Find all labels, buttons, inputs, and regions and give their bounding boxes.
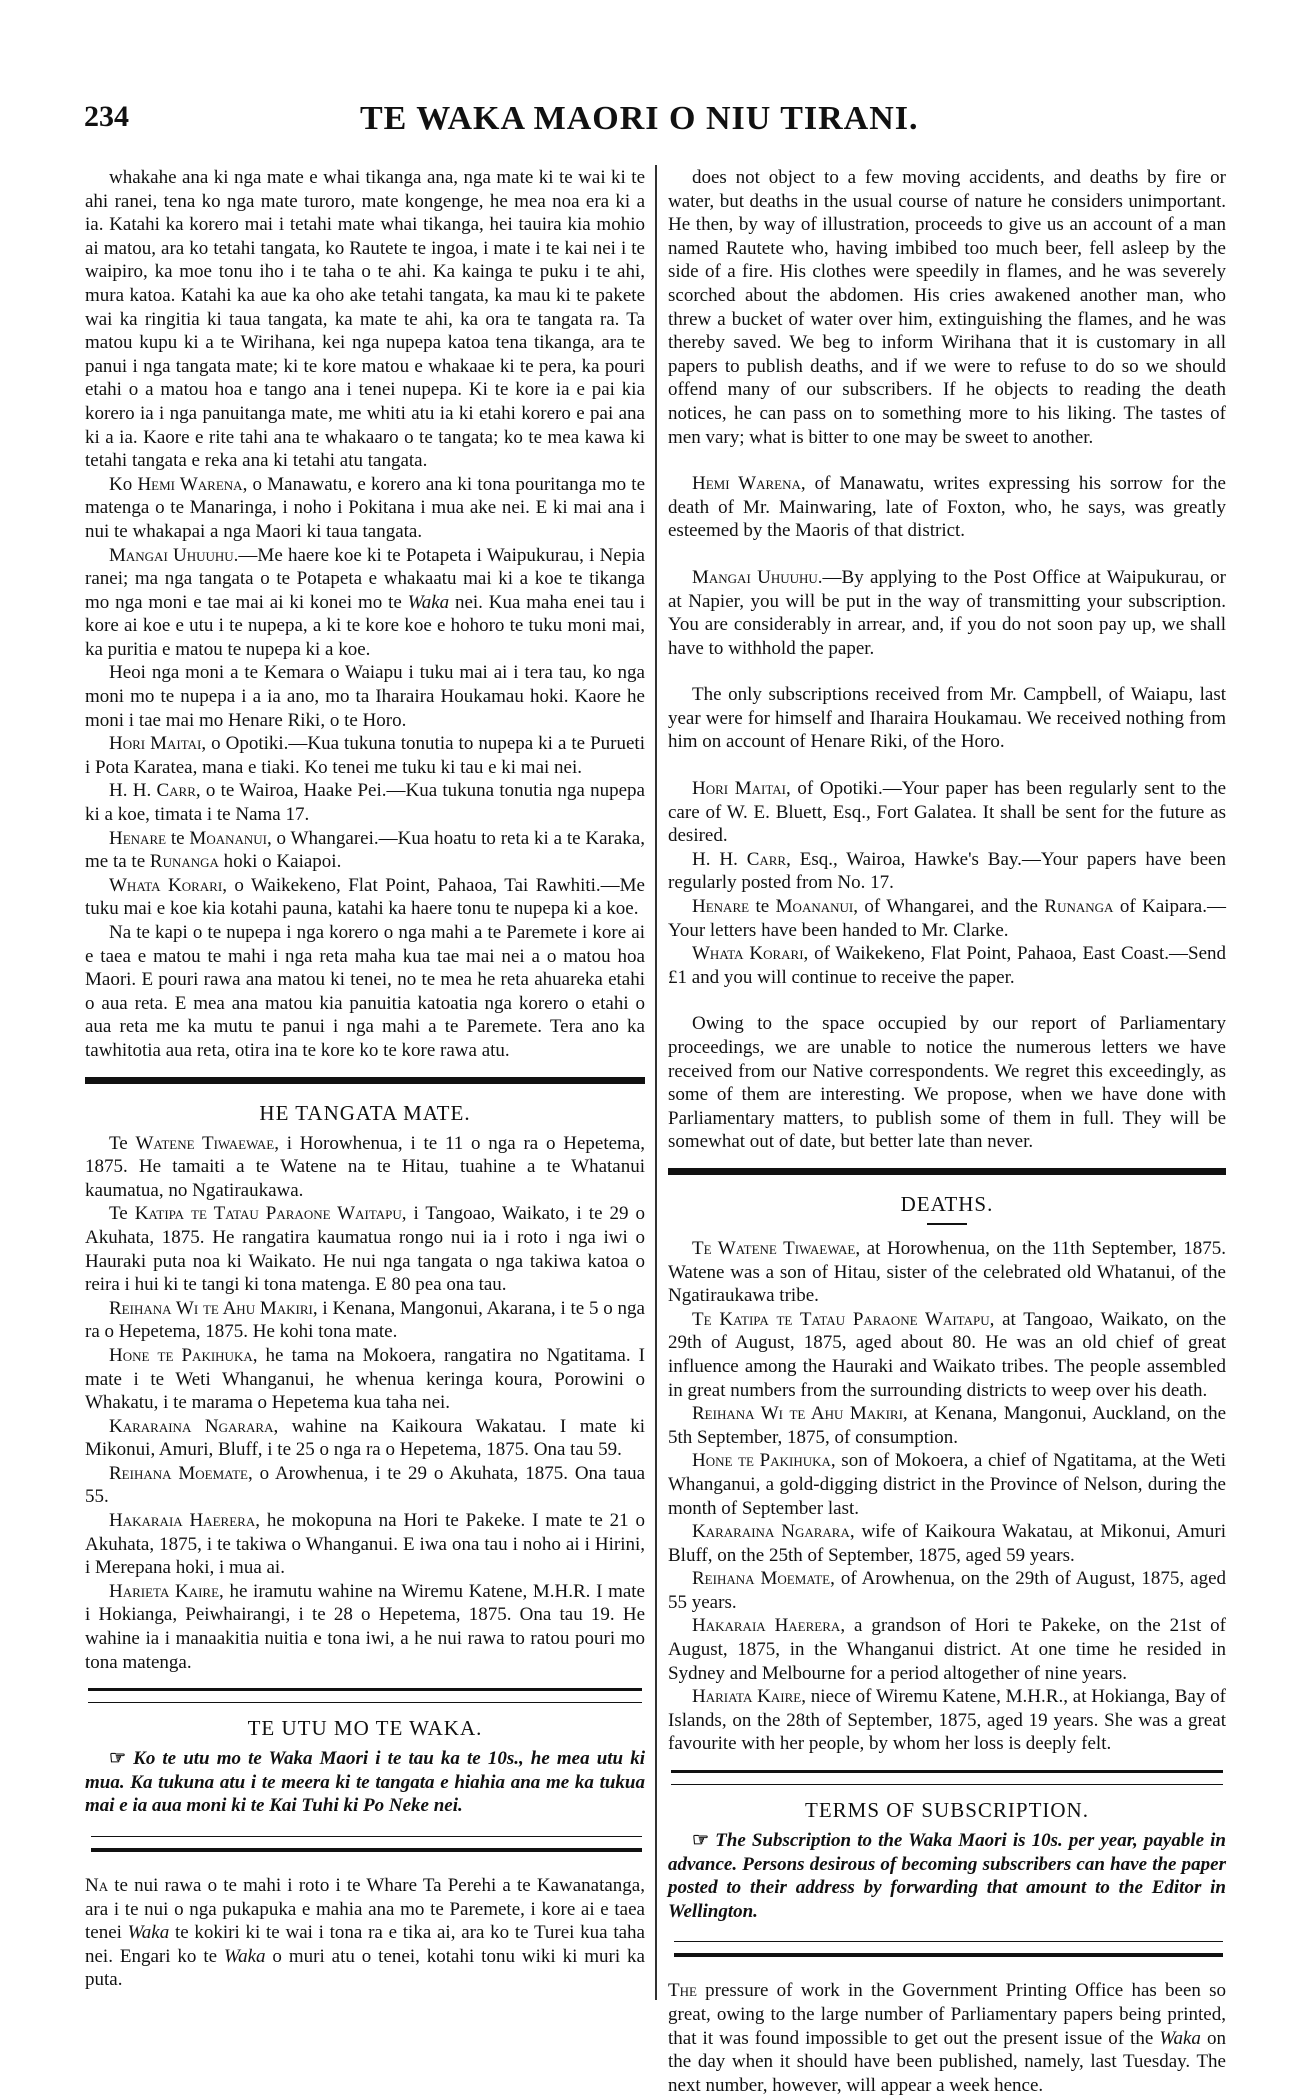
text-run: , Esq., Wairoa, Hawke's Bay.—Your papers have been regularly posted from No. 17. xyxy=(668,848,1226,894)
printing-delay-notice-english xyxy=(668,1979,1226,2097)
section-rule xyxy=(85,1077,645,1084)
page-number: 234 xyxy=(84,100,129,133)
name-small-caps: The xyxy=(668,1980,697,2002)
name-small-caps: Hemi Warena xyxy=(692,473,801,495)
text-run: does not object to a few moving accidents, and deaths by fire or water, but deaths in the usual course of nature he considers unimportant. He then, by way of illustration, proceeds to give us an account of a man named Rautete who, having imbibed too much beer, fell asleep by the side of a fire. His clothes were speedily in flames, and he was severely scorched about the abdomen. His cries awakened another man, who threw a bucket of water over him, extinguishing the flames, and he was thereby saved. We beg to inform Wirihana that it is customary in all papers to publish deaths, and if we were to refuse to do so we should offend many of our subscribers. If he objects to reading the death notices, he can pass on to something more to his liking. The tastes of men vary; what is bitter to one may be sweet to another. xyxy=(668,167,1226,448)
text-run: , o Manawatu, e korero ana ki tona pouritanga mo te matenga o te Manaringa, i noho i Pokitana i mua ake nei. E ki mai ana i nui te whakapai a nga Maori ki taua tangata. xyxy=(85,473,645,542)
paragraph xyxy=(85,1344,645,1415)
text-run: , of Opotiki.—Your paper has been regularly sent to the care of W. E. Bluett, Esq., Fort Galatea. It shall be sent for the future as desired. xyxy=(668,778,1226,847)
name-small-caps: Henare xyxy=(692,896,750,918)
name-small-caps: Whata Korari xyxy=(109,874,223,896)
paragraph xyxy=(85,1874,645,1992)
paragraph xyxy=(85,1509,645,1580)
text-run: , of Whangarei, and the xyxy=(853,896,1045,918)
text-run: te xyxy=(166,827,190,849)
text-run: , i Horowhenua, i te 11 o nga ra o Hepetema, 1875. He tamaiti a te Watene na te Hitau, tuahine a te Whatanui kaumatua, no Ngatiraukawa. xyxy=(85,1132,646,1201)
name-small-caps: Carr xyxy=(746,848,787,870)
text-run: Te xyxy=(109,1203,135,1225)
paragraph xyxy=(85,874,645,921)
paragraph xyxy=(668,1685,1226,1756)
column-divider xyxy=(655,165,657,2000)
text-run: , o Waikekeno, Flat Point, Pahaoa, Tai Rawhiti.—Me tuku mai e koe kia kotahi pauna, katahi ka haere tonu te nupepa ki a koe. xyxy=(85,874,645,920)
paragraph xyxy=(668,1012,1226,1154)
name-small-caps: Harieta Kaire xyxy=(109,1580,220,1602)
text-run: Na te kapi o te nupepa i nga korero o nga mahi a te Paremete i kore ai e taea e matou te mahi i nga reta maha kua tae mai nei a o matou hoa Maori. E pouri rawa ana matou ki tenei, no te mea he reta ahuareka etahi o aua reta. E mea ana matou kia panuitia katoatia nga korero o etahi o aua reta me ka mutu te panui i nga mahi a te Paremete. Tera ano ka tawhitotia aua reta, otira ina te kore ko te kore rawa atu. xyxy=(85,922,645,1061)
paragraph xyxy=(85,1747,645,1818)
subscription-terms-maori xyxy=(85,1747,645,1818)
name-small-caps: Te Katipa te Tatau Paraone Waitapu xyxy=(692,1308,990,1330)
name-small-caps: Hakaraia Haerera xyxy=(109,1510,256,1532)
paragraph xyxy=(85,1297,645,1344)
he-tangata-mate-section xyxy=(85,1100,645,1675)
spacer xyxy=(668,754,1226,777)
name-small-caps: Hakaraia Haerera xyxy=(692,1615,841,1637)
text-run: .—By applying to the Post Office at Waipukurau, or at Napier, you will be put in the way of transmitting your subscription. You are considerably in arrear, and, if you do not soon pay up, we shall have to withhold the paper. xyxy=(668,566,1226,659)
name-small-caps: Hone te Pakihuka xyxy=(692,1450,831,1472)
name-small-caps: Hariata Kaire xyxy=(692,1686,802,1708)
text-run: , of Manawatu, writes expressing his sorrow for the death of Mr. Mainwaring, late of Foxton, who, he says, was greatly esteemed by the Maoris of that district. xyxy=(668,473,1226,542)
text-run: Ko te utu mo te Waka Maori i te tau ka te 10s., he mea utu ki mua. Ka tukuna atu i te meera ki te tangata e hiahia ana me ka tukua mai e ia aua moni ki te Kai Tuhi ki Po Neke nei. xyxy=(85,1748,645,1817)
te-utu-section xyxy=(85,1715,645,1818)
text-run: , i Tangoao, Waikato, i te 29 o Akuhata, 1875. He rangatira kaumatua rongo nui ia i roto i nga iwi o Hauraki puta noa ki Waikato. He nui nga tangata o nga takiwa katoa o reira i hui ki te tangi ki tona matenga. E 80 pea ona tau. xyxy=(85,1203,645,1296)
name-small-caps: Runanga xyxy=(149,851,219,873)
text-run: , he mokopuna na Hori te Pakeke. I mate te 21 o Akuhata, 1875, i te takiwa o Whanganui. E iwa ona tau i noho ai i Hirini, i Merepana hoki, i mua ai. xyxy=(85,1510,645,1579)
paragraph xyxy=(85,827,645,874)
text-run: , at Horowhenua, on the 11th September, 1875. Watene was a son of Hitau, sister of the celebrated old Whatanui, of the Ngatiraukawa tribe. xyxy=(668,1237,1227,1307)
text-run: , o te Wairoa, Haake Pei.—Kua tukuna tonutia nga nupepa ki a koe, timata i te Nama 17. xyxy=(85,780,645,826)
text-run: , of Waikekeno, Flat Point, Pahaoa, East Coast.—Send £1 and you will continue to receive the paper. xyxy=(668,943,1226,988)
text-run: H. H. xyxy=(109,780,157,802)
owing-to-space-notice xyxy=(668,1012,1226,1154)
name-small-caps: Reihana Wi te Ahu Makiri xyxy=(109,1297,313,1319)
text-run: , a grandson of Hori te Pakeke, on the 21st of August, 1875, in the Whanganui district. At one time he resided in Sydney and Melbourne for a period altogether of nine years. xyxy=(668,1615,1226,1684)
italic-title: Waka xyxy=(127,1922,170,1944)
paragraph xyxy=(85,661,645,732)
name-small-caps: Reihana Moemate xyxy=(109,1462,248,1484)
text-run: .—Me haere koe ki te Potapeta i Waipukurau, i Nepia ranei; ma nga tangata o te Potapeta e whakaatu mai ki a koe te tikanga mo nga moni e tae mai ai ki konei mo te xyxy=(85,544,645,613)
name-small-caps: Te Watene Tiwaewae xyxy=(692,1237,856,1259)
paragraph xyxy=(668,1449,1226,1520)
italic-title: Waka xyxy=(1159,2027,1201,2049)
paragraph xyxy=(668,848,1226,895)
printing-delay-notice-maori xyxy=(85,1874,645,1992)
text-run: , i Kenana, Mangonui, Akarana, i te 5 o nga ra o Hepetema, 1875. He kohi tona mate. xyxy=(85,1297,645,1343)
paragraph xyxy=(668,1308,1226,1402)
text-run: The Subscription to the Waka Maori is 10s. per year, payable in advance. Persons desirous of becoming subscribers can have the paper posted to their address by forwarding that amount to the Editor in Wellington. xyxy=(668,1830,1226,1922)
maori-death-notices xyxy=(85,1132,645,1675)
name-small-caps: Katipa te Tatau Paraone Waitapu xyxy=(134,1203,402,1225)
name-small-caps: Kararaina Ngarara xyxy=(109,1415,274,1437)
text-run: , niece of Wiremu Katene, M.H.R., at Hokianga, Bay of Islands, on the 28th of September, 1875, aged 19 years. She was a great favourite with her people, by whom her loss is deeply felt. xyxy=(668,1686,1226,1755)
paragraph xyxy=(85,1132,645,1203)
text-run: te nui rawa o te mahi i roto i te Whare Ta Perehi a te Kawanatanga, ara i te nui o nga pukapuka e mahia ana mo te Paremete, i kore ai e taea tenei xyxy=(85,1875,645,1944)
name-small-caps: Hone te Pakihuka xyxy=(109,1344,253,1366)
name-small-caps: Runanga xyxy=(1044,896,1114,918)
masthead-title: TE WAKA MAORI O NIU TIRANI. xyxy=(360,100,919,137)
name-small-caps: Hori Maitai xyxy=(109,733,202,755)
right-column xyxy=(668,166,1226,2097)
text-run: Owing to the space occupied by our report of Parliamentary proceedings, we are unable to notice the numerous letters we have received from our Native correspondents. We regret this exceedingly, as some of them are interesting. We propose, when we have done with Parliamentary matters, to publish some of them in full. They will be somewhat out of date, but better late than never. xyxy=(668,1013,1226,1153)
subscription-terms-english xyxy=(668,1829,1226,1923)
text-run: te kokiri ki te wai i tona ra e tika ai, ara ko te Turei kua taha nei. Engari ko te xyxy=(85,1922,645,1967)
name-small-caps: Moananui xyxy=(775,896,854,918)
text-run: , o Opotiki.—Kua tukuna tonutia to nupepa ki a te Purueti i Pota Karatea, mana e tiaki. Ko tenei me tuku ki tau e ki mai nei. xyxy=(85,733,645,778)
section-heading: DEATHS. xyxy=(900,1191,994,1216)
section-rule xyxy=(671,1770,1223,1785)
italic-title: Waka xyxy=(223,1945,266,1967)
paragraph xyxy=(668,895,1226,942)
text-run: , wife of Kaikoura Wakatau, at Mikonui, Amuri Bluff, on the 25th of September, 1875, aged 59 years. xyxy=(668,1521,1226,1566)
paragraph xyxy=(85,1202,645,1296)
left-column xyxy=(85,166,645,1992)
paragraph xyxy=(668,1614,1226,1685)
text-run: on the day when it should have been published, namely, last Tuesday. The next number, however, will appear a week hence. xyxy=(668,2027,1226,2096)
name-small-caps: Mangai Uhuuhu xyxy=(109,544,234,566)
heading-dash xyxy=(927,1223,967,1225)
deaths-section xyxy=(668,1191,1226,1756)
section-rule xyxy=(88,1688,642,1703)
text-run: , of Arowhenua, on the 29th of August, 1875, aged 55 years. xyxy=(668,1568,1226,1613)
paragraph xyxy=(668,942,1226,989)
name-small-caps: Watene Tiwaewae xyxy=(135,1132,275,1154)
english-correspondence-notices-2 xyxy=(668,777,1226,989)
section-heading: HE TANGATA MATE. xyxy=(259,1100,471,1125)
name-small-caps: Hori Maitai xyxy=(692,778,786,800)
paragraph xyxy=(85,1462,645,1509)
english-correspondence-notices xyxy=(668,166,1226,754)
name-small-caps: Carr xyxy=(156,780,196,802)
text-run: , o Arowhenua, i te 29 o Akuhata, 1875. Ona taua 55. xyxy=(85,1462,646,1508)
text-run: pressure of work in the Government Printing Office has been so great, owing to the large number of Parliamentary papers being printed, that it was found impossible to get out the present issue of the xyxy=(668,1980,1226,2049)
text-run: , he iramutu wahine na Wiremu Katene, M.H.R. I mate i Hokianga, Peiwhairangi, i te 28 o Hepetema, 1875. Ona tau 19. He wahine ia i manaakitia nuitia e tona iwi, a he nui rawa to ratou pouri mo tona matenga. xyxy=(85,1580,645,1673)
paragraph xyxy=(668,1979,1226,2097)
text-run: , o Whangarei.—Kua hoatu to reta ki a te Karaka, me ta te xyxy=(85,827,645,873)
name-small-caps: Henare xyxy=(109,827,167,849)
paragraph xyxy=(668,1520,1226,1567)
text-run: , at Tangoao, Waikato, on the 29th of August, 1875, aged about 80. He was an old chief of great influence among the Hauraki and Waikato tribes. The people assembled in great numbers from the surrounding districts to weep over his death. xyxy=(668,1308,1226,1401)
text-run: , wahine na Kaikoura Wakatau. I mate ki Mikonui, Amuri, Bluff, i te 25 o nga ra o Hepetema, 1875. Ona tau 59. xyxy=(85,1415,645,1461)
paragraph xyxy=(668,1237,1226,1308)
section-heading: TERMS OF SUBSCRIPTION. xyxy=(805,1798,1089,1823)
paragraph xyxy=(668,566,1226,660)
terms-section xyxy=(668,1797,1226,1923)
paragraph xyxy=(85,473,645,544)
pointing-hand-icon: ☞ xyxy=(692,1830,716,1852)
text-run: of Kaipara.—Your letters have been handed to Mr. Clarke. xyxy=(668,896,1226,941)
paragraph xyxy=(85,1415,645,1462)
name-small-caps: Na xyxy=(85,1875,109,1896)
text-run: Heoi nga moni a te Kemara o Waiapu i tuku mai ai i tera tau, ko nga moni mo te nupepa i a ia ano, mo ta Iharaira Houkamau hoki. Kaore he moni i tae mai mo Henare Riki, o te Horo. xyxy=(85,662,645,731)
text-run: H. H. xyxy=(692,848,747,870)
text-run: , son of Mokoera, a chief of Ngatitama, at the Weti Whanganui, a gold-digging district in the Province of Nelson, during the month of September last. xyxy=(668,1450,1226,1519)
text-run: hoki o Kaiapoi. xyxy=(218,851,342,873)
maori-correspondence-notices xyxy=(85,166,645,1063)
paragraph xyxy=(668,1567,1226,1614)
paragraph xyxy=(668,1402,1226,1449)
paragraph xyxy=(85,732,645,779)
paragraph xyxy=(668,777,1226,848)
spacer xyxy=(668,989,1226,1012)
name-small-caps: Whata Korari xyxy=(692,943,804,965)
text-run: , at Kenana, Mangonui, Auckland, on the 5th September, 1875, of consumption. xyxy=(668,1403,1226,1448)
text-run: , he tama na Mokoera, rangatira no Ngatitama. I mate i te Weti Whanganui, he whenua keringa koura, Porowini o Whakatu, i te marama o Hepetema kua taha nei. xyxy=(85,1344,645,1414)
text-run: whakahe ana ki nga mate e whai tikanga ana, nga mate ki te wai ki te ahi ranei, tena ko nga mate turoro, mate kongenge, he mea noa era ki a ia. Katahi ka korero mai i tetahi mate whai tikanga, hei tauira kia mohio ai matou, ara ko tetahi tangata, ko Rautete te ingoa, i mate i te kai nei i te waipiro, ka moe tonu iho i te taha o te ahi. Ka kainga te puku i te ahi, mura katoa. Katahi ka aue ka oho ake tetahi tangata, ka mau ki te pakete wai ka ringitia ki taua tangata, ka mate te ahi, ka ora te tangata ra. Ta matou kupu ki a te Wirihana, kei nga nupepa katoa tena tikanga, ara te panui i nga tangata mate; ki te kore matou e whakaae ki te pera, ka pouri etahi o a matou hoa e tango ana i tenei nupepa. Ki te kore ia e pai kia korero ia i nga panuitanga mate, me whiti atu ia ki etahi korero e pai ana ki a ia. Kaore e rite tahi ana te whakaaro o te tangata; ko te mea kawa ki tetahi tangata e reka ana ki tetahi atu tangata. xyxy=(85,167,645,472)
paragraph xyxy=(85,544,645,662)
name-small-caps: Reihana Moemate xyxy=(692,1568,831,1590)
name-small-caps: Reihana Wi te Ahu Makiri xyxy=(692,1403,903,1425)
text-run: The only subscriptions received from Mr. Campbell, of Waiapu, last year were for himself and Iharaira Houkamau. We received nothing from him on account of Henare Riki, of the Horo. xyxy=(668,684,1226,753)
name-small-caps: Moananui xyxy=(189,827,267,849)
section-rule xyxy=(668,1168,1226,1175)
italic-title: Waka xyxy=(407,591,450,613)
name-small-caps: Mangai Uhuuhu xyxy=(692,566,818,588)
paragraph xyxy=(668,472,1226,543)
paragraph xyxy=(85,166,645,473)
paragraph xyxy=(668,166,1226,449)
text-run: nei. Kua maha enei tau i kore ai koe e utu i te nupepa, a ki te kore koe e hohoro te tuku moni mai, ka puritia e matou te nupepa ki a koe. xyxy=(85,591,645,660)
paragraph xyxy=(85,1580,645,1674)
paragraph xyxy=(668,683,1226,754)
pointing-hand-icon: ☞ xyxy=(109,1748,134,1770)
text-run: Te xyxy=(109,1132,136,1154)
name-small-caps: Kararaina Ngarara xyxy=(692,1521,850,1543)
section-rule xyxy=(91,1836,642,1852)
text-run: Ko xyxy=(109,473,138,495)
text-run: te xyxy=(749,896,776,918)
name-small-caps: Hemi Warena xyxy=(137,473,243,495)
section-heading: TE UTU MO TE WAKA. xyxy=(247,1716,483,1741)
paragraph xyxy=(668,1829,1226,1923)
paragraph xyxy=(85,779,645,826)
section-rule xyxy=(674,1941,1223,1957)
english-death-notices xyxy=(668,1237,1226,1756)
paragraph xyxy=(85,921,645,1063)
text-run: o muri atu o tenei, kotahi tonu wiki ki muri ka puta. xyxy=(85,1945,645,1991)
